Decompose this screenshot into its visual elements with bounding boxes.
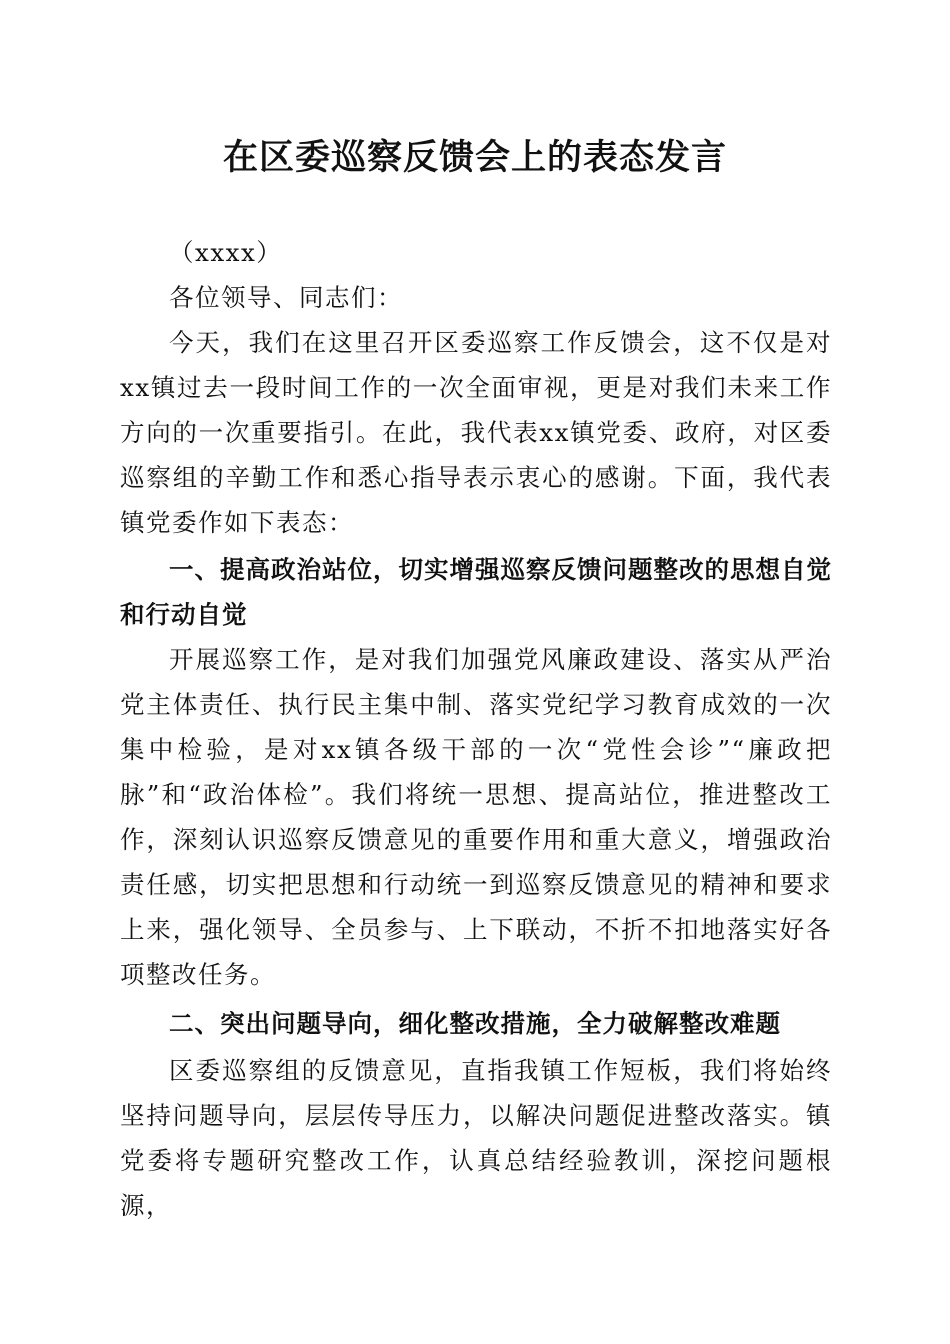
section-1-paragraph: 开展巡察工作，是对我们加强党风廉政建设、落实从严治党主体责任、执行民主集中制、落实党纪学习教育成效的一次集中检验，是对xx镇各级干部的一次“党性会诊”“廉政把脉”和“政治体检”。我们将统一思想、提高站位，推进整改工作，深刻认识巡察反馈意见的重要作用和重大意义，增强政治责任感，切实把思想和行动统一到巡察反馈意见的精神和要求上来，强化领导、全员参与、上下联动，不折不扣地落实好各项整改任务。	[120, 645, 832, 989]
document-title: 在区委巡察反馈会上的表态发言	[222, 137, 727, 178]
section-heading-1: 一、提高政治站位，切实增强巡察反馈问题整改的思想自觉和行动自觉	[120, 555, 832, 629]
author-line: （xxxx）	[169, 238, 283, 267]
document-body	[120, 230, 832, 1228]
section-2-paragraph: 区委巡察组的反馈意见，直指我镇工作短板，我们将始终坚持问题导向，层层传导压力，以解决问题促进整改落实。镇党委将专题研究整改工作，认真总结经验教训，深挖问题根源，	[120, 1056, 832, 1220]
salutation: 各位领导、同志们：	[169, 283, 403, 312]
intro-paragraph: 今天，我们在这里召开区委巡察工作反馈会，这不仅是对xx镇过去一段时间工作的一次全面审视，更是对我们未来工作方向的一次重要指引。在此，我代表xx镇党委、政府，对区委巡察组的辛勤工作和悉心指导表示衷心的感谢。下面，我代表镇党委作如下表态：	[120, 328, 832, 537]
section-heading-2: 二、突出问题导向，细化整改措施，全力破解整改难题	[169, 1009, 781, 1038]
